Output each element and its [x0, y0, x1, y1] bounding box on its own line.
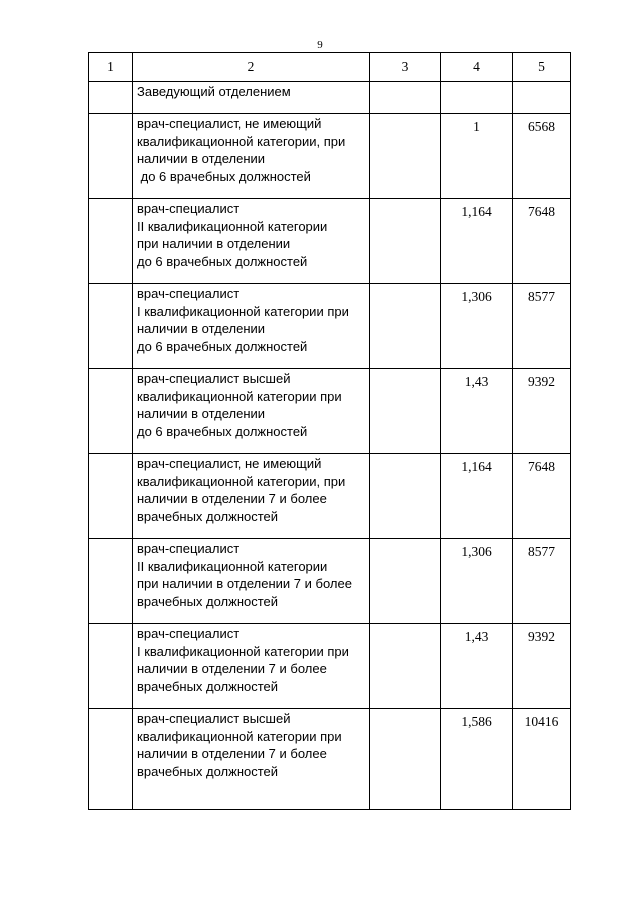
- description-line: врачебных должностей: [137, 508, 279, 524]
- cell-salary: 10416: [513, 709, 571, 810]
- header-cell-4: 4: [441, 53, 513, 82]
- cell-col3: [370, 114, 441, 199]
- description-line: наличии в отделении 7 и более: [137, 661, 327, 676]
- table-row: [89, 369, 571, 454]
- cell-position-description: [133, 369, 370, 454]
- cell-salary: 9392: [513, 369, 571, 454]
- description-line: при наличии в отделении: [137, 236, 291, 251]
- description-line: врачебных должностей: [137, 678, 279, 694]
- table-row: [89, 199, 571, 284]
- description-line: квалификационной категории, при: [137, 473, 346, 489]
- cell-number: [89, 539, 133, 624]
- cell-col3: [370, 82, 441, 114]
- cell-coefficient: 1,43: [441, 624, 513, 709]
- table-row: [89, 539, 571, 624]
- cell-col3: [370, 369, 441, 454]
- cell-col3: [370, 454, 441, 539]
- description-line: врачебных должностей: [137, 763, 279, 779]
- description-line: I квалификационной категории при: [137, 643, 349, 659]
- cell-salary: [513, 82, 571, 114]
- cell-salary: 8577: [513, 539, 571, 624]
- description-line: врач-специалист, не имеющий: [137, 456, 322, 471]
- description-line: II квалификационной категории: [137, 218, 328, 234]
- cell-coefficient: 1,306: [441, 539, 513, 624]
- cell-position-description: [133, 82, 370, 114]
- description-line: квалификационной категории при: [137, 388, 342, 404]
- description-line: врачебных должностей: [137, 593, 279, 609]
- description-line: наличии в отделении 7 и более: [137, 746, 327, 761]
- table-row: [89, 284, 571, 369]
- description-line: I квалификационной категории при: [137, 303, 349, 319]
- table-row: [89, 709, 571, 810]
- cell-col3: [370, 539, 441, 624]
- cell-number: [89, 709, 133, 810]
- description-line: врач-специалист высшей: [137, 711, 291, 726]
- cell-number: [89, 284, 133, 369]
- cell-col3: [370, 199, 441, 284]
- cell-number: [89, 624, 133, 709]
- header-cell-3: 3: [370, 53, 441, 82]
- table-row: [89, 114, 571, 199]
- description-line: до 6 врачебных должностей: [137, 168, 311, 184]
- description-line: при наличии в отделении 7 и более: [137, 576, 352, 591]
- cell-number: [89, 114, 133, 199]
- cell-coefficient: 1,164: [441, 199, 513, 284]
- cell-position-description: [133, 114, 370, 199]
- cell-salary: 6568: [513, 114, 571, 199]
- cell-position-description: [133, 284, 370, 369]
- cell-salary: 7648: [513, 454, 571, 539]
- salary-table: [88, 52, 571, 810]
- cell-salary: 7648: [513, 199, 571, 284]
- cell-position-description: [133, 454, 370, 539]
- description-line: II квалификационной категории: [137, 558, 328, 574]
- header-cell-1: 1: [89, 53, 133, 82]
- cell-coefficient: 1,164: [441, 454, 513, 539]
- description-line: врач-специалист: [137, 626, 240, 641]
- description-line: до 6 врачебных должностей: [137, 338, 308, 354]
- description-line: квалификационной категории при: [137, 728, 342, 744]
- description-line: врач-специалист: [137, 541, 240, 556]
- cell-number: [89, 82, 133, 114]
- description-line: наличии в отделении: [137, 151, 266, 166]
- cell-col3: [370, 624, 441, 709]
- table-row: [89, 624, 571, 709]
- cell-position-description: [133, 624, 370, 709]
- description-line: Заведующий отделением: [137, 84, 291, 99]
- header-cell-5: 5: [513, 53, 571, 82]
- cell-col3: [370, 709, 441, 810]
- cell-coefficient: 1,43: [441, 369, 513, 454]
- cell-number: [89, 369, 133, 454]
- description-line: до 6 врачебных должностей: [137, 253, 308, 269]
- description-line: до 6 врачебных должностей: [137, 423, 308, 439]
- table-row: [89, 82, 571, 114]
- header-cell-2: 2: [133, 53, 370, 82]
- cell-coefficient: 1,306: [441, 284, 513, 369]
- cell-coefficient: 1: [441, 114, 513, 199]
- description-line: врач-специалист: [137, 201, 240, 216]
- cell-number: [89, 454, 133, 539]
- cell-position-description: [133, 709, 370, 810]
- page-number: 9: [317, 39, 323, 51]
- description-line: врач-специалист высшей: [137, 371, 291, 386]
- cell-position-description: [133, 199, 370, 284]
- table-row: [89, 454, 571, 539]
- cell-coefficient: 1,586: [441, 709, 513, 810]
- cell-coefficient: [441, 82, 513, 114]
- cell-position-description: [133, 539, 370, 624]
- description-line: квалификационной категории, при: [137, 133, 346, 149]
- cell-col3: [370, 284, 441, 369]
- description-line: наличии в отделении 7 и более: [137, 491, 327, 506]
- description-line: врач-специалист: [137, 286, 240, 301]
- table-header-row: [89, 53, 571, 82]
- description-line: наличии в отделении: [137, 321, 266, 336]
- description-line: наличии в отделении: [137, 406, 266, 421]
- cell-salary: 8577: [513, 284, 571, 369]
- description-line: врач-специалист, не имеющий: [137, 116, 322, 131]
- cell-salary: 9392: [513, 624, 571, 709]
- cell-number: [89, 199, 133, 284]
